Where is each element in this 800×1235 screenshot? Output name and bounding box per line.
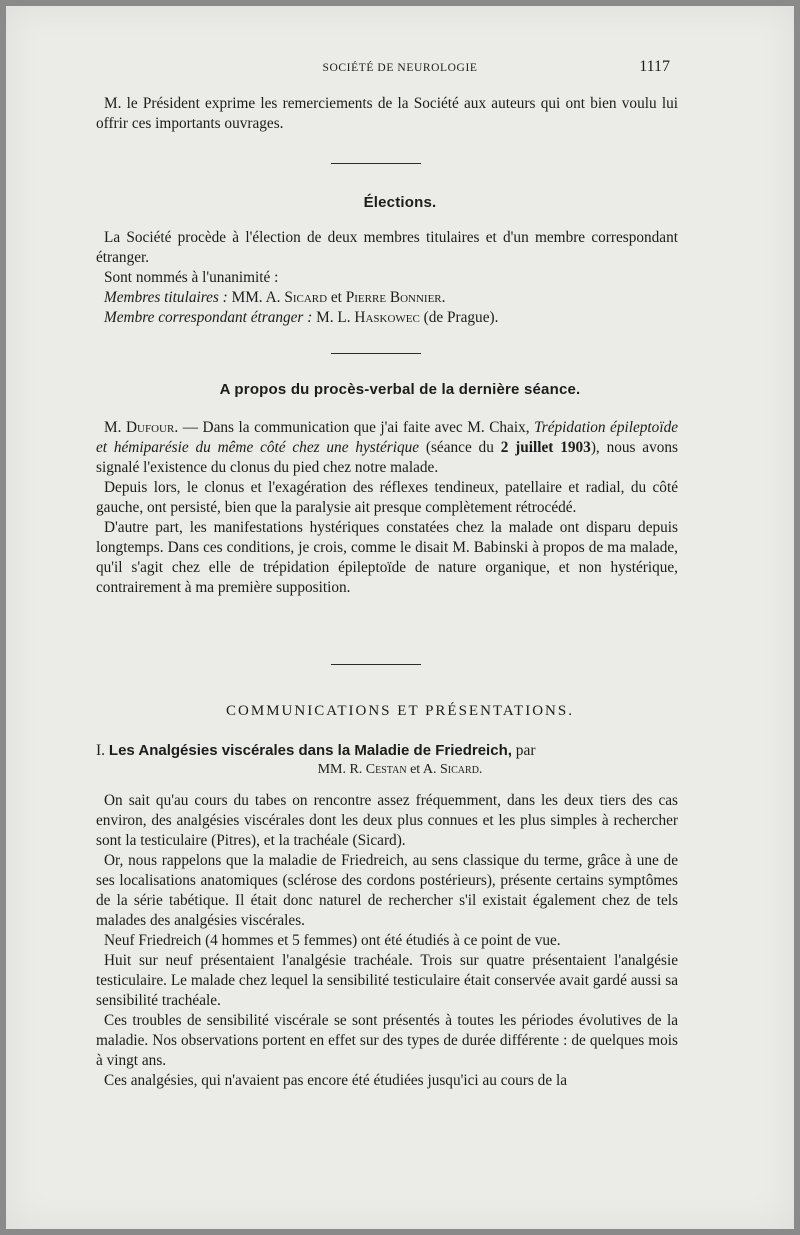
running-head: SOCIÉTÉ DE NEUROLOGIE (322, 62, 478, 74)
article-title-line (96, 742, 678, 760)
titulaires-mm: MM. A. (231, 289, 281, 306)
author-2: Sicard (440, 762, 479, 777)
titulaires-name2: Pierre Bonnier (345, 289, 442, 306)
titulaires-name1: Sicard (284, 289, 328, 306)
elections-titulaires (96, 288, 678, 308)
article-body (96, 791, 678, 1091)
article-p1: On sait qu'au cours du tabes on rencontre assez fréquemment, dans les deux tiers des cas environ, des analgésies viscérales dont les deux plus connues et les plus simples à rechercher sont la testiculaire (Pitres), et la trachéale (Sicard). (96, 792, 678, 849)
section-divider-1 (331, 163, 421, 164)
p1-text-a: . — Dans la communication que j'ai faite avec M. Chaix, (174, 419, 530, 436)
section-divider-2 (331, 353, 421, 354)
elections-body (96, 228, 678, 328)
article-authors (6, 762, 794, 778)
article-p4: Huit sur neuf présentaient l'analgésie trachéale. Trois sur quatre présentaient l'analgésie testiculaire. Le malade chez lequel la sensibilité testiculaire était conservée avait gardé aussi sa sensibilité trachéale. (96, 952, 678, 1009)
intro-paragraph (96, 94, 678, 134)
corr-name: Haskowec (354, 309, 420, 326)
elections-p1: La Société procède à l'élection de deux membres titulaires et d'un membre correspondant étranger. (96, 229, 678, 266)
authors-end: . (478, 762, 483, 777)
p1-italic-title: Trépidation épileptoïde et hémiparésie du même côté chez une hystérique (96, 419, 679, 456)
author-1: Cestan (365, 762, 407, 777)
article-p2: Or, nous rappelons que la maladie de Friedreich, au sens classique du terme, grâce à une de ses localisations anatomiques (sclérose des cordons postérieurs), présente certains symptômes de la série tabétique. Il était donc naturel de rechercher s'il existait également chez de tels malades des analgésies viscérales. (96, 852, 678, 929)
speaker-m: M. (104, 419, 122, 436)
elections-correspondant (96, 308, 678, 328)
elections-title: Élections. (363, 194, 437, 211)
corr-place: (de Prague). (423, 309, 499, 326)
article-p6: Ces analgésies, qui n'avaient pas encore été étudiées jusqu'ici au cours de la (104, 1072, 567, 1089)
corr-label: Membre correspondant étranger : (104, 309, 313, 326)
authors-mm: MM. R. (317, 762, 363, 777)
titulaires-label: Membres titulaires : (104, 289, 228, 306)
intro-text: M. le Président exprime les remerciements de la Société aux auteurs qui ont bien voulu lui offrir ces importants ouvrages. (96, 95, 678, 132)
corr-m: M. L. (316, 309, 351, 326)
communications-title: COMMUNICATIONS ET PRÉSENTATIONS. (226, 703, 574, 719)
p1-text-c: ), nous avons signalé l'existence du clonus du pied chez notre malade. (96, 439, 678, 476)
proces-verbal-p1 (96, 418, 678, 478)
document-page (6, 6, 794, 1229)
page-number: 1117 (639, 58, 670, 75)
article-title: Les Analgésies viscérales dans la Maladie de Friedreich, (108, 742, 512, 759)
proces-verbal-p2: Depuis lors, le clonus et l'exagération des réflexes tendineux, patellaire et radial, du côté gauche, ont persisté, bien que la paralysie ait presque complètement rétrocédé. (96, 479, 678, 516)
speaker-name: Dufour (125, 419, 175, 436)
p1-date: 2 juillet 1903 (500, 439, 591, 456)
page-header (6, 58, 794, 82)
proces-verbal-body (96, 418, 678, 598)
titulaires-end: . (441, 289, 446, 306)
elections-p2: Sont nommés à l'unanimité : (104, 269, 279, 286)
article-p5: Ces troubles de sensibilité viscérale se sont présentés à toutes les périodes évolutives de la maladie. Nos observations portent en effet sur des types de durée différente : de quelques mois à vingt ans. (96, 1012, 678, 1069)
proces-verbal-title: A propos du procès-verbal de la dernière séance. (219, 381, 581, 398)
section-divider-3 (331, 664, 421, 665)
proces-verbal-p3: D'autre part, les manifestations hystériques constatées chez la malade ont disparu depuis longtemps. Dans ces conditions, je crois, comme le disait M. Babinski à propos de ma malade, qu'il s'agit chez elle de trépidation épileptoïde de nature organique, et non hystérique, contrairement à ma première supposition. (96, 519, 678, 596)
article-par: par (515, 742, 536, 759)
titulaires-et: et (330, 289, 342, 306)
authors-et: et A. (410, 762, 437, 777)
article-number: I. (96, 742, 106, 759)
p1-text-b: (séance du (425, 439, 494, 456)
article-p3: Neuf Friedreich (4 hommes et 5 femmes) ont été étudiés à ce point de vue. (104, 932, 561, 949)
